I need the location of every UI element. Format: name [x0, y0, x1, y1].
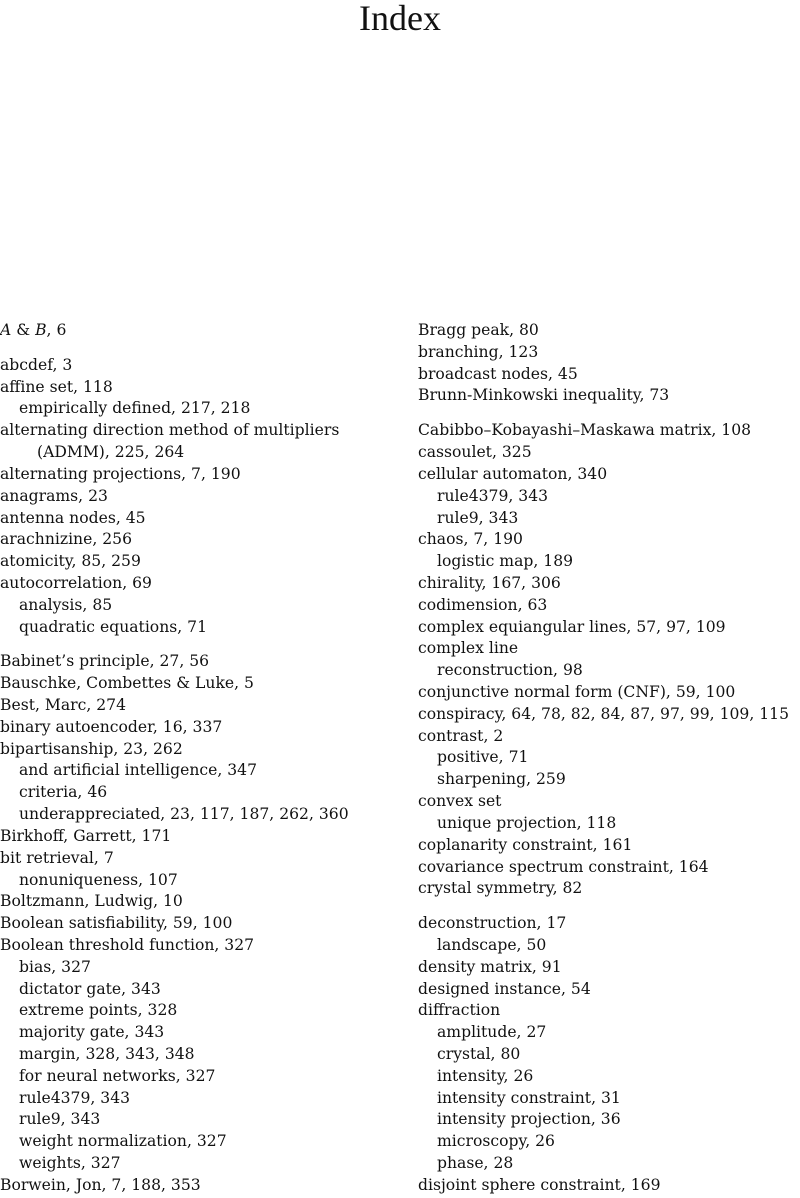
index-subentry: rule9, 343 — [437, 508, 519, 527]
index-entry: branching, 123 — [418, 342, 539, 361]
index-entry: chirality, 167, 306 — [418, 573, 561, 592]
index-entry: Boolean satisfiability, 59, 100 — [0, 914, 233, 933]
index-subentry: sharpening, 259 — [437, 770, 566, 789]
index-subentry: phase, 28 — [437, 1154, 514, 1173]
index-subentry: margin, 328, 343, 348 — [19, 1045, 195, 1063]
index-entry: convex set — [418, 792, 502, 811]
index-entry: diffraction — [418, 1001, 501, 1020]
index-entry: Babinet’s principle, 27, 56 — [0, 652, 210, 671]
index-entry: density matrix, 91 — [418, 957, 562, 976]
index-entry: Best, Marc, 274 — [0, 696, 126, 714]
index-entry: alternating projections, 7, 190 — [0, 464, 241, 483]
index-entry: anagrams, 23 — [0, 486, 108, 505]
index-subentry: rule4379, 343 — [437, 486, 549, 505]
index-entry: cellular automaton, 340 — [418, 464, 608, 483]
index-entry: bit retrieval, 7 — [0, 848, 114, 867]
index-entry: affine set, 118 — [0, 377, 113, 396]
index-subentry: majority gate, 343 — [19, 1023, 165, 1042]
index-subentry: rule9, 343 — [19, 1110, 101, 1129]
index-entry: (ADMM), 225, 264 — [37, 443, 185, 462]
index-subentry: landscape, 50 — [437, 935, 547, 954]
index-entry: binary autoencoder, 16, 337 — [0, 717, 223, 736]
index-column-right — [418, 320, 800, 1197]
index-entry: bipartisanship, 23, 262 — [0, 739, 183, 758]
index-entry: A & B, 6 — [0, 321, 67, 339]
index-subentry: crystal, 80 — [437, 1045, 521, 1063]
index-subentry: weights, 327 — [19, 1154, 121, 1173]
index-entry: complex equiangular lines, 57, 97, 109 — [418, 617, 726, 636]
index-subentry: intensity constraint, 31 — [437, 1088, 621, 1107]
index-entry: Bragg peak, 80 — [418, 321, 539, 339]
index-entry: designed instance, 54 — [418, 979, 591, 998]
index-subentry: reconstruction, 98 — [437, 661, 583, 680]
index-subentry: extreme points, 328 — [19, 1001, 178, 1020]
index-subentry: bias, 327 — [19, 957, 91, 976]
index-subentry: for neural networks, 327 — [19, 1066, 216, 1085]
index-subentry: and artificial intelligence, 347 — [19, 761, 258, 780]
index-subentry: microscopy, 26 — [437, 1132, 555, 1151]
index-entry: disjoint sphere constraint, 169 — [418, 1175, 661, 1194]
index-subentry: empirically defined, 217, 218 — [19, 399, 251, 418]
index-entry: abcdef, 3 — [0, 355, 73, 374]
index-subentry: criteria, 46 — [19, 783, 108, 802]
index-entry: antenna nodes, 45 — [0, 508, 146, 527]
index-subentry: analysis, 85 — [19, 595, 113, 614]
index-entry: Cabibbo–Kobayashi–Maskawa matrix, 108 — [418, 421, 752, 440]
index-subentry: amplitude, 27 — [437, 1023, 547, 1042]
index-entry: autocorrelation, 69 — [0, 573, 152, 592]
index-entry: codimension, 63 — [418, 595, 548, 614]
index-entry: Boltzmann, Ludwig, 10 — [0, 892, 183, 911]
index-entry: alternating direction method of multipliers — [0, 421, 340, 440]
index-entry: contrast, 2 — [418, 726, 504, 745]
index-entry: crystal symmetry, 82 — [418, 879, 583, 898]
index-subentry: unique projection, 118 — [437, 813, 617, 832]
index-subentry: intensity, 26 — [437, 1066, 534, 1085]
index-entry: chaos, 7, 190 — [418, 530, 523, 549]
page-title: Index — [359, 0, 441, 38]
index-entry: deconstruction, 17 — [418, 914, 567, 933]
index-entry: complex line — [418, 639, 519, 658]
index-subentry: logistic map, 189 — [437, 552, 574, 571]
index-entry: atomicity, 85, 259 — [0, 552, 141, 571]
index-entry: cassoulet, 325 — [418, 443, 532, 462]
index-subentry: nonuniqueness, 107 — [19, 870, 178, 889]
index-entry: covariance spectrum constraint, 164 — [418, 857, 709, 876]
index-subentry: quadratic equations, 71 — [19, 617, 207, 636]
index-entry: Bauschke, Combettes & Luke, 5 — [0, 674, 254, 693]
index-entry: conjunctive normal form (CNF), 59, 100 — [418, 683, 736, 701]
index-entry: Borwein, Jon, 7, 188, 353 — [0, 1175, 201, 1194]
index-subentry: underappreciated, 23, 117, 187, 262, 360 — [19, 805, 349, 824]
index-entry: coplanarity constraint, 161 — [418, 835, 633, 854]
index-entry: conspiracy, 64, 78, 82, 84, 87, 97, 99, 109, 115 — [418, 704, 790, 723]
index-entry: arachnizine, 256 — [0, 530, 133, 549]
index-entry: Birkhoff, Garrett, 171 — [0, 826, 172, 845]
index-subentry: positive, 71 — [437, 748, 529, 767]
index-subentry: rule4379, 343 — [19, 1088, 131, 1107]
index-entry: Boolean threshold function, 327 — [0, 935, 255, 954]
index-entry: Brunn-Minkowski inequality, 73 — [418, 386, 670, 405]
index-subentry: weight normalization, 327 — [19, 1132, 227, 1151]
index-entry: broadcast nodes, 45 — [418, 364, 578, 383]
index-column-left — [0, 320, 400, 1197]
index-subentry: intensity projection, 36 — [437, 1110, 621, 1129]
index-subentry: dictator gate, 343 — [19, 979, 161, 998]
